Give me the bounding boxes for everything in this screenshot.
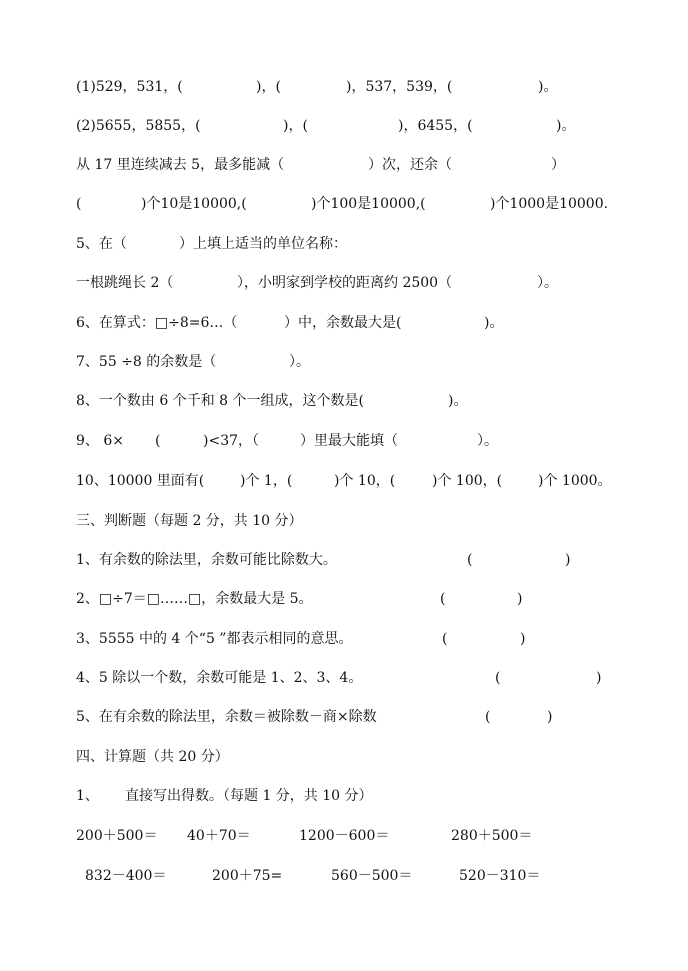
line-q8-text: 8、一个数由 6 个千和 8 个一组成，这个数是( (76, 393, 364, 409)
line-q9-text: ）里最大能填（ (300, 433, 398, 449)
line-q6-text: ）中，余数最大是( (284, 315, 402, 331)
line-j1-text: ) (565, 552, 571, 568)
line-calc-1-text: 直接写出得数。（每题 1 分，共 10 分） (125, 788, 373, 804)
line-q9-text: ）。 (477, 433, 498, 449)
line-q7-text: ）。 (289, 354, 310, 370)
line-subtract-text: 从 17 里连续减去 5，最多能减（ (76, 157, 285, 173)
line-rope-text: ）。 (537, 275, 558, 291)
line-q5-text: ）上填上适当的单位名称： (179, 236, 347, 252)
line-j4-text: ) (596, 670, 602, 686)
line-q10-text: )个 100，( (432, 473, 503, 489)
line-tens-text: ( (76, 196, 82, 212)
line-q9-text: )<37，（ (203, 433, 260, 449)
line-tens-text: )个100是10000,( (311, 196, 426, 212)
line-q10-text: )个 10，( (334, 473, 396, 489)
line-calc-row2-text: 832－400＝ (85, 868, 167, 884)
line-calc-row2-text: 200＋75= (212, 868, 283, 884)
line-q10-text: )个 1，( (240, 473, 293, 489)
line-calc-row1-text: 40＋70＝ (187, 828, 251, 844)
heading-judge-text: 三、判断题（每题 2 分，共 10 分） (76, 513, 303, 529)
line-j3-text: 3、5555 中的 4 个“5 ”都表示相同的意思。 (76, 631, 353, 647)
line-seq-2-text: (2)5655，5855，( (76, 118, 201, 134)
heading-calc-text: 四、计算题（共 20 分） (76, 749, 229, 765)
line-q7-text: 7、55 ÷8 的余数是（ (76, 354, 217, 370)
line-q8-text: )。 (448, 393, 468, 409)
line-calc-row2-text: 560－500＝ (331, 868, 413, 884)
line-seq-1-text: )。 (538, 79, 558, 95)
line-j5-text: ) (547, 709, 553, 725)
line-tens-text: )个1000是10000. (490, 196, 609, 212)
line-j3-text: ( (442, 631, 448, 647)
line-calc-row2-text: 520－310＝ (459, 868, 541, 884)
line-q9-text: ( (155, 433, 161, 449)
line-seq-2-text: )，( (283, 118, 308, 134)
line-j5-text: 5、在有余数的除法里，余数＝被除数－商×除数 (76, 709, 377, 725)
line-subtract-text: ）次，还余（ (368, 157, 452, 173)
line-seq-2-text: )，6455，( (398, 118, 473, 134)
line-seq-2-text: )。 (556, 118, 576, 134)
line-q5-text: 5、在（ (76, 236, 127, 252)
line-j2-text: 2、□÷7＝□……□，余数最大是 5。 (76, 591, 313, 607)
line-j2-text: ( (440, 591, 446, 607)
line-j2-text: ) (517, 591, 523, 607)
line-q6-text: 6、在算式：□÷8=6…（ (76, 315, 238, 331)
line-j1-text: ( (467, 552, 473, 568)
line-calc-row1-text: 1200－600＝ (299, 828, 390, 844)
line-q10-text: 10、10000 里面有( (76, 473, 205, 489)
line-q9-text: 9、 6× (76, 433, 124, 449)
line-seq-1-text: )，( (256, 79, 281, 95)
line-subtract-text: ） (551, 157, 565, 173)
line-j4-text: 4、5 除以一个数，余数可能是 1、2、3、4。 (76, 670, 363, 686)
line-rope-text: 一根跳绳长 2（ (76, 275, 174, 291)
line-calc-1-text: 1、 (76, 788, 99, 804)
line-rope-text: ），小明家到学校的距离约 2500（ (237, 275, 453, 291)
line-seq-1-text: (1)529，531，( (76, 79, 183, 95)
line-j5-text: ( (485, 709, 491, 725)
line-j4-text: ( (495, 670, 501, 686)
line-j1-text: 1、有余数的除法里，余数可能比除数大。 (76, 552, 337, 568)
line-q6-text: )。 (484, 315, 504, 331)
line-seq-1-text: )，537，539，( (346, 79, 453, 95)
line-calc-row1-text: 200＋500＝ (76, 828, 158, 844)
line-calc-row1-text: 280＋500＝ (451, 828, 533, 844)
line-q10-text: )个 1000。 (538, 473, 612, 489)
line-j3-text: ) (520, 631, 526, 647)
line-tens-text: )个10是10000,( (141, 196, 247, 212)
